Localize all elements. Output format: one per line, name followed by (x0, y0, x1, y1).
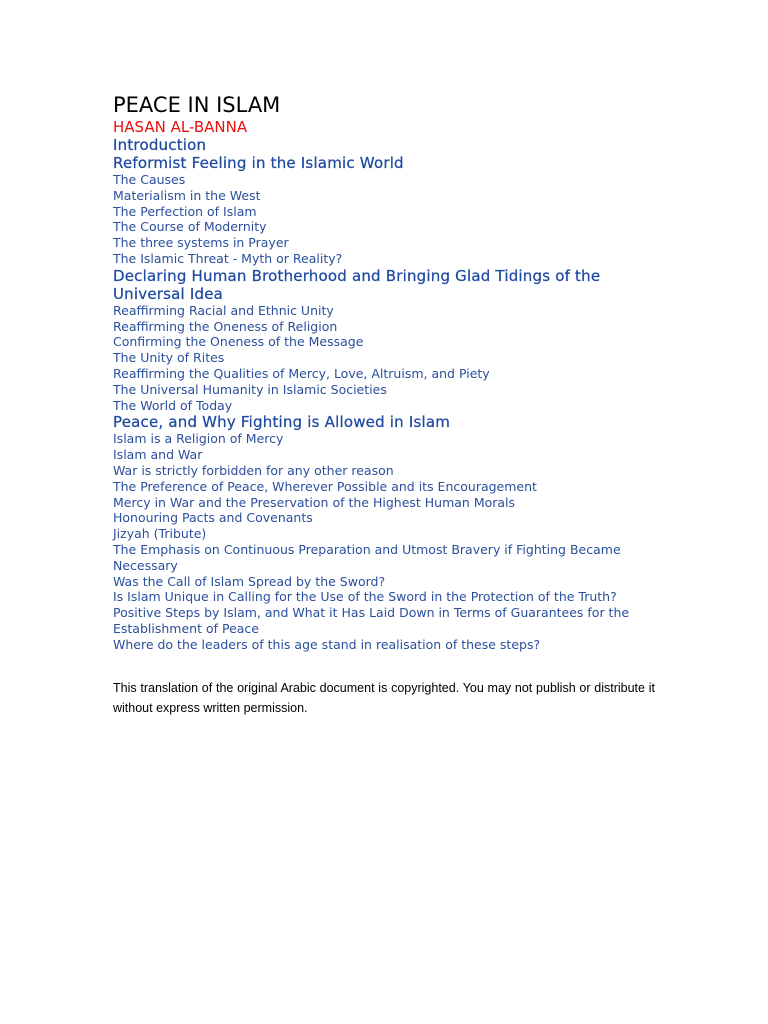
toc-section-heading-reformist-feeling[interactable]: Reformist Feeling in the Islamic World (113, 154, 404, 172)
toc-item-oneness-of-religion[interactable]: Reaffirming the Oneness of Religion (113, 318, 338, 334)
toc-item-perfection-of-islam[interactable]: The Perfection of Islam (113, 203, 257, 219)
document-title: PEACE IN ISLAM (113, 93, 281, 117)
toc-item-universal-humanity[interactable]: The Universal Humanity in Islamic Societies (113, 381, 387, 397)
document-page (113, 92, 658, 653)
toc-item-islamic-threat[interactable]: The Islamic Threat - Myth or Reality? (113, 250, 343, 266)
toc-item-islam-unique[interactable]: Is Islam Unique in Calling for the Use of the Sword in the Protection of the Truth? (113, 589, 617, 605)
toc-item-racial-ethnic-unity[interactable]: Reaffirming Racial and Ethnic Unity (113, 302, 334, 318)
toc-item-spread-by-sword[interactable]: Was the Call of Islam Spread by the Sword? (113, 573, 386, 589)
toc-section-heading-human-brotherhood[interactable]: Declaring Human Brotherhood and Bringing Glad Tidings of the Universal Idea (113, 266, 601, 303)
toc-section-list-human-brotherhood (113, 303, 658, 414)
toc-item-leaders-of-this-age[interactable]: Where do the leaders of this age stand in realisation of these steps? (113, 636, 541, 652)
toc-item-war-forbidden[interactable]: War is strictly forbidden for any other reason (113, 462, 394, 478)
toc-item-three-systems-in-prayer[interactable]: The three systems in Prayer (113, 235, 289, 251)
toc-section-list-reformist-feeling (113, 172, 658, 267)
toc-item-qualities-of-mercy[interactable]: Reaffirming the Qualities of Mercy, Love, Altruism, and Piety (113, 365, 490, 381)
toc-item-jizyah[interactable]: Jizyah (Tribute) (113, 526, 207, 542)
toc-item-mercy-in-war[interactable]: Mercy in War and the Preservation of the Highest Human Morals (113, 494, 516, 510)
toc-section-list-peace-and-fighting (113, 431, 658, 652)
toc-item-islam-and-war[interactable]: Islam and War (113, 447, 203, 463)
copyright-notice: This translation of the original Arabic document is copyrighted. You may not publish or distribute it without express written permission. (113, 681, 655, 715)
toc-item-honouring-pacts[interactable]: Honouring Pacts and Covenants (113, 510, 313, 526)
toc-item-religion-of-mercy[interactable]: Islam is a Religion of Mercy (113, 431, 284, 447)
author-name: HASAN AL-BANNA (113, 118, 248, 136)
toc-item-materialism-in-the-west[interactable]: Materialism in the West (113, 187, 261, 203)
toc-item-world-of-today[interactable]: The World of Today (113, 397, 233, 413)
toc-section-heading-peace-and-fighting[interactable]: Peace, and Why Fighting is Allowed in Islam (113, 413, 451, 432)
toc-item-continuous-preparation[interactable]: The Emphasis on Continuous Preparation and Utmost Bravery if Fighting Became Necessary (113, 541, 621, 573)
toc-item-oneness-of-message[interactable]: Confirming the Oneness of the Message (113, 334, 364, 350)
toc-introduction-link[interactable]: Introduction (113, 136, 207, 154)
toc-item-course-of-modernity[interactable]: The Course of Modernity (113, 219, 267, 235)
toc-item-the-causes[interactable]: The Causes (113, 172, 186, 187)
toc-item-positive-steps[interactable]: Positive Steps by Islam, and What it Has Laid Down in Terms of Guarantees for the Establishment of Peace (113, 605, 630, 636)
toc-item-unity-of-rites[interactable]: The Unity of Rites (113, 350, 225, 366)
toc-item-preference-of-peace[interactable]: The Preference of Peace, Wherever Possible and its Encouragement (113, 478, 537, 494)
